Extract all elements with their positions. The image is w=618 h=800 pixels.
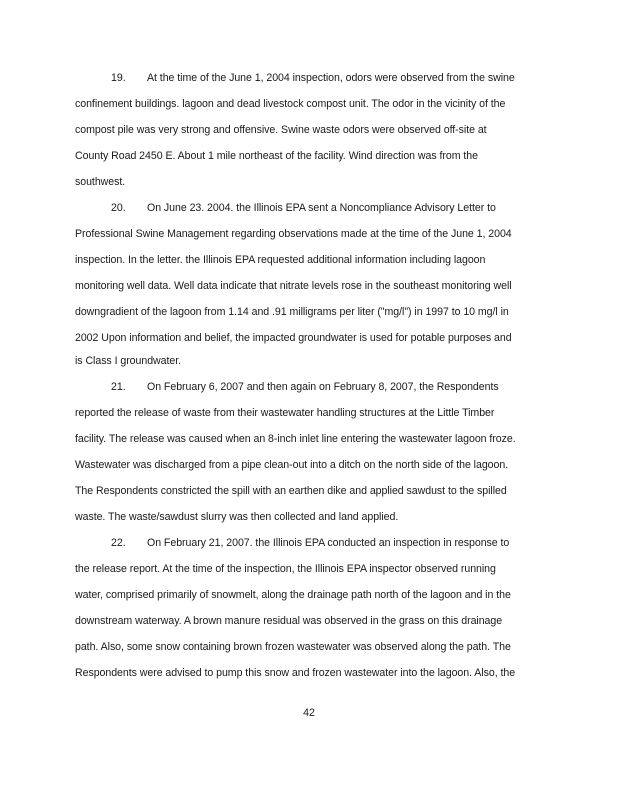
paragraph-21-line: Wastewater was discharged from a pipe clean-out into a ditch on the north side of the lagoon. <box>75 459 509 471</box>
paragraph-22-line: water, comprised primarily of snowmelt, along the drainage path north of the lagoon and in the <box>75 589 511 601</box>
paragraph-21-line: reported the release of waste from their wastewater handling structures at the Little Timber <box>75 407 495 419</box>
paragraph-19-line: confinement buildings. lagoon and dead livestock compost unit. The odor in the vicinity of the <box>75 98 506 110</box>
paragraph-19-line: southwest. <box>75 176 126 188</box>
paragraph-19-number: 19. <box>111 72 126 84</box>
paragraph-20-line: 2002 Upon information and belief, the impacted groundwater is used for potable purposes and <box>75 332 512 344</box>
paragraph-20-line: inspection. In the letter. the Illinois EPA requested additional information including lagoon <box>75 254 486 266</box>
paragraph-19-line: At the time of the June 1, 2004 inspection, odors were observed from the swine <box>147 72 515 84</box>
paragraph-21-line: The Respondents constricted the spill with an earthen dike and applied sawdust to the spilled <box>75 485 507 497</box>
paragraph-20-line: downgradient of the lagoon from 1.14 and .91 milligrams per liter ("mg/l") in 1997 to 10 mg/l in <box>75 306 509 318</box>
paragraph-19-line: County Road 2450 E. About 1 mile northeast of the facility. Wind direction was from the <box>75 150 478 162</box>
paragraph-20-line: monitoring well data. Well data indicate that nitrate levels rose in the southeast monitoring well <box>75 280 512 292</box>
paragraph-22-line: the release report. At the time of the inspection, the Illinois EPA inspector observed running <box>75 563 496 575</box>
paragraph-22-number: 22. <box>111 537 126 549</box>
paragraph-21-line: On February 6, 2007 and then again on February 8, 2007, the Respondents <box>147 381 499 393</box>
paragraph-22-line: On February 21, 2007. the Illinois EPA conducted an inspection in response to <box>147 537 510 549</box>
paragraph-22-line: Respondents were advised to pump this snow and frozen wastewater into the lagoon. Also, the <box>75 667 516 679</box>
paragraph-21-number: 21. <box>111 381 126 393</box>
paragraph-19-line: compost pile was very strong and offensive. Swine waste odors were observed off-site at <box>75 124 487 136</box>
paragraph-21-line: facility. The release was caused when an 8-inch inlet line entering the wastewater lagoon froze. <box>75 433 516 445</box>
paragraph-22-line: downstream waterway. A brown manure residual was observed in the grass on this drainage <box>75 615 503 627</box>
paragraph-20-line: Professional Swine Management regarding observations made at the time of the June 1, 2004 <box>75 228 512 240</box>
page-number: 42 <box>303 707 315 719</box>
paragraph-22-line: path. Also, some snow containing brown frozen wastewater was observed along the path. The <box>75 641 511 653</box>
paragraph-20-line: is Class I groundwater. <box>75 355 182 367</box>
paragraph-20-number: 20. <box>111 202 126 214</box>
paragraph-20-line: On June 23. 2004. the Illinois EPA sent a Noncompliance Advisory Letter to <box>147 202 496 214</box>
paragraph-21-line: waste. The waste/sawdust slurry was then collected and land applied. <box>75 511 399 523</box>
